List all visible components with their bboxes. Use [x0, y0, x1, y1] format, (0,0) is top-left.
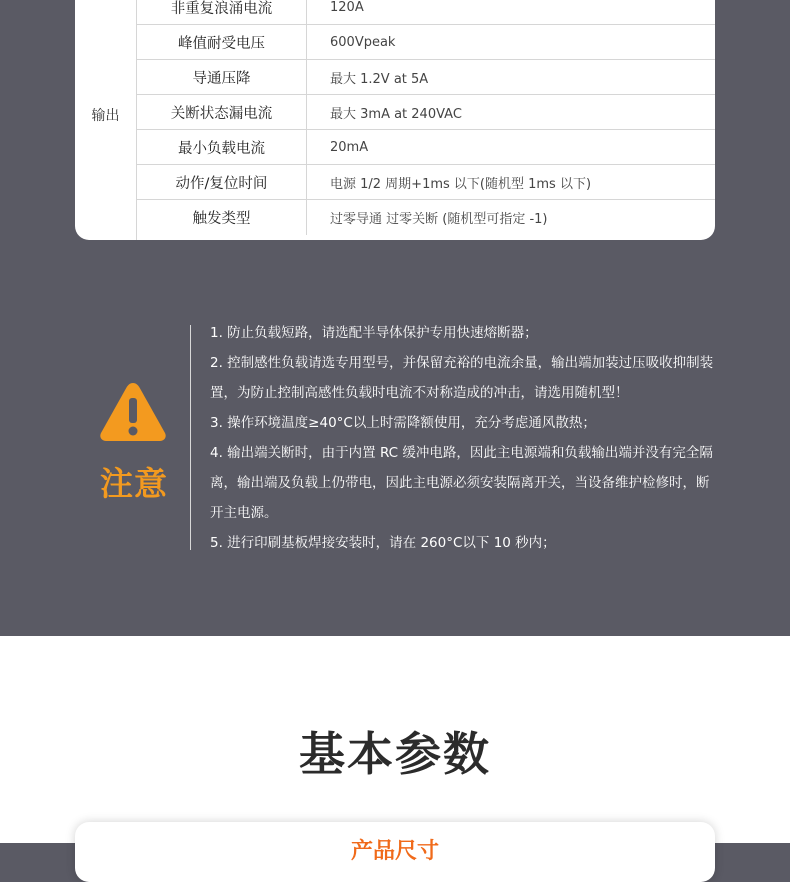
spec-value: 120A: [330, 0, 364, 15]
card-title: 产品尺寸: [350, 839, 439, 864]
spec-value: 过零导通 过零关断 (随机型可指定 -1): [330, 212, 548, 227]
notice-divider: [190, 325, 191, 550]
list-item: 4. 输出端关断时，由于内置 RC 缓冲电路，因此主电源端和负载输出端并没有完全隔离，输出端及负载上仍带电，因此主电源必须安装隔离开关，当设备维护检修时，断开主电源。: [210, 445, 713, 521]
spec-name: 动作/复位时间: [137, 165, 307, 199]
spec-value: 600Vpeak: [330, 34, 396, 50]
spec-name: 最小负载电流: [137, 130, 307, 164]
list-item: 3. 操作环境温度≥40°C以上时需降额使用，充分考虑通风散热；: [210, 415, 596, 431]
warning-triangle-icon: [98, 380, 168, 444]
table-row: [137, 200, 715, 235]
spec-name: 导通压降: [137, 60, 307, 94]
section-title: 基本参数: [299, 727, 491, 781]
spec-group-label: 输出: [75, 0, 137, 240]
spec-table-card: [75, 0, 715, 240]
spec-value: 20mA: [330, 139, 369, 155]
list-item: 2. 控制感性负载请选专用型号，并保留充裕的电流余量，输出端加装过压吸收抑制装置，为防止控制高感性负载时电流不对称造成的冲击，请选用随机型！: [210, 355, 714, 401]
spec-name: 触发类型: [137, 200, 307, 235]
list-item: 1. 防止负载短路，请选配半导体保护专用快速熔断器；: [210, 325, 538, 341]
spec-value: 最大 1.2V at 5A: [330, 71, 429, 87]
spec-value: 最大 3mA at 240VAC: [330, 106, 462, 122]
table-row: [137, 165, 715, 200]
table-row: [137, 60, 715, 95]
basic-params-section: [0, 636, 790, 864]
spec-name: 关断状态漏电流: [137, 95, 307, 129]
notice-list: [210, 318, 720, 558]
table-row: [137, 0, 715, 25]
spec-value: 电源 1/2 周期+1ms 以下(随机型 1ms 以下): [330, 176, 592, 192]
table-row: [137, 130, 715, 165]
table-row: [137, 95, 715, 130]
table-row: [137, 25, 715, 60]
spec-name: 峰值耐受电压: [137, 25, 307, 59]
notice-title: 注意: [100, 464, 168, 503]
spec-name: 非重复浪涌电流: [137, 0, 307, 24]
product-size-card: [75, 822, 715, 882]
list-item: 5. 进行印刷基板焊接安装时，请在 260°C以下 10 秒内；: [210, 535, 556, 551]
spec-rows: [137, 0, 715, 235]
